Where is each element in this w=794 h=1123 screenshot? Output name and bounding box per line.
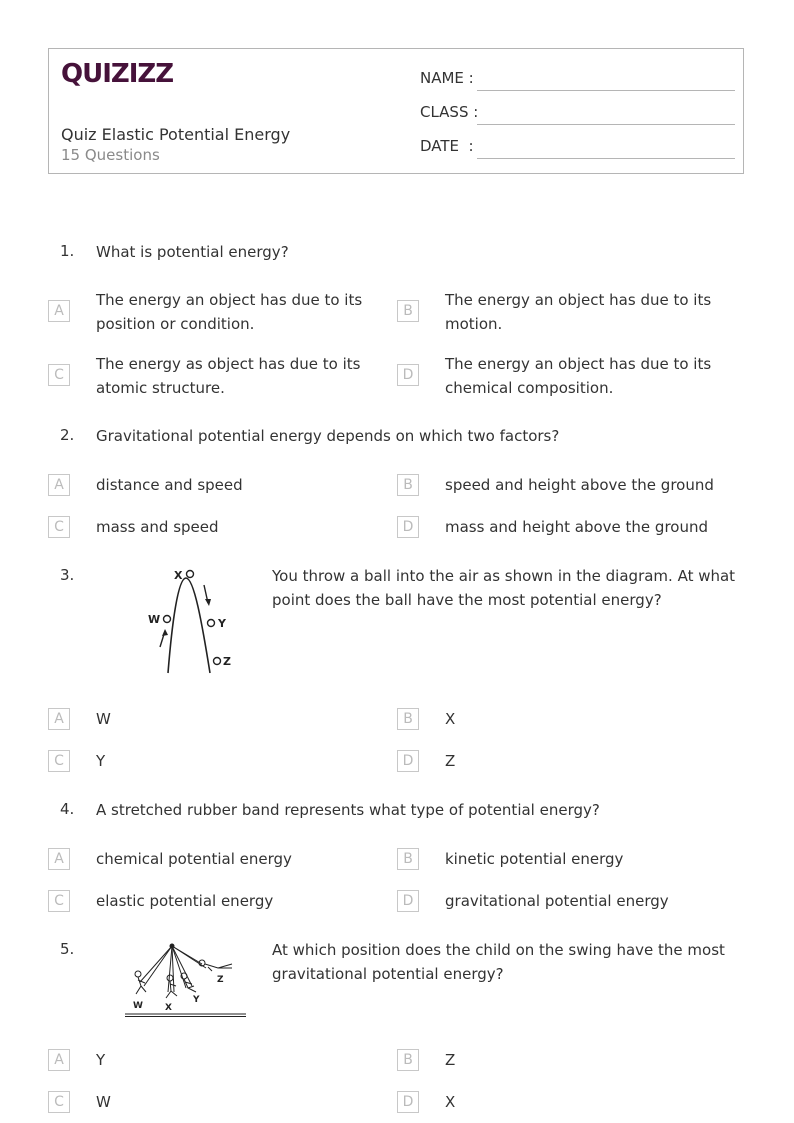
option-b-text: kinetic potential energy [445,850,624,868]
option-a-text: chemical potential energy [96,850,292,868]
option-c-text: elastic potential energy [96,892,274,910]
question-text: At which position does the child on the swing have the most gravitational potential energy? [272,941,725,983]
option-d-box[interactable]: D [397,516,419,538]
label-w: W [148,613,161,626]
option-b-text: X [445,710,456,728]
date-field[interactable] [420,137,735,159]
question-text: What is potential energy? [96,243,289,261]
worksheet-header [48,48,744,174]
question-number: 2. [60,426,75,444]
option-a-text: The energy an object has due to its position or condition. [96,291,363,333]
question-number: 4. [60,800,75,818]
ball-trajectory-diagram [138,563,248,678]
option-c-box[interactable]: C [48,750,70,772]
option-c-box[interactable]: C [48,890,70,912]
label-w: W [133,1001,143,1011]
option-a-text: Y [96,1051,106,1069]
class-label: CLASS : [420,103,479,121]
label-y: Y [193,995,200,1005]
question-count: 15 Questions [61,146,160,164]
class-line[interactable] [477,124,735,125]
date-line[interactable] [477,158,735,159]
question-text: A stretched rubber band represents what type of potential energy? [96,801,600,819]
option-d-text: X [445,1093,456,1111]
question-text: You throw a ball into the air as shown in the diagram. At what point does the ball have the most potential energy? [272,567,736,609]
option-a-box[interactable]: A [48,848,70,870]
option-a-box[interactable]: A [48,1049,70,1071]
option-a-box[interactable]: A [48,474,70,496]
option-b-box[interactable]: B [397,1049,419,1071]
option-a-text: distance and speed [96,476,243,494]
swing-diagram [122,940,250,1020]
question-number: 5. [60,940,75,958]
option-c-text: W [96,1093,111,1111]
option-a-text: W [96,710,111,728]
option-d-box[interactable]: D [397,750,419,772]
option-d-box[interactable]: D [397,890,419,912]
option-c-text: The energy as object has due to its atomic structure. [96,355,361,397]
name-field[interactable] [420,69,735,91]
quiz-title: Quiz Elastic Potential Energy [61,125,291,144]
option-d-box[interactable]: D [397,1091,419,1113]
option-b-box[interactable]: B [397,848,419,870]
option-b-text: speed and height above the ground [445,476,714,494]
label-z: Z [223,655,231,668]
option-b-box[interactable]: B [397,300,419,322]
question-number: 1. [60,242,75,260]
quizizz-logo: QUIZIZZ [61,59,174,89]
option-b-box[interactable]: B [397,708,419,730]
option-d-text: mass and height above the ground [445,518,708,536]
label-x: X [174,569,183,582]
option-c-box[interactable]: C [48,516,70,538]
option-c-box[interactable]: C [48,364,70,386]
option-c-box[interactable]: C [48,1091,70,1113]
date-label: DATE : [420,137,474,155]
class-field[interactable] [420,103,735,125]
label-y: Y [218,617,226,630]
name-label: NAME : [420,69,474,87]
option-b-text: Z [445,1051,456,1069]
option-b-box[interactable]: B [397,474,419,496]
question-number: 3. [60,566,75,584]
name-line[interactable] [477,90,735,91]
option-d-box[interactable]: D [397,364,419,386]
option-c-text: mass and speed [96,518,219,536]
option-a-box[interactable]: A [48,300,70,322]
option-d-text: gravitational potential energy [445,892,669,910]
label-z: Z [217,975,224,985]
question-text: Gravitational potential energy depends on which two factors? [96,427,560,445]
label-x: X [165,1003,172,1013]
option-a-box[interactable]: A [48,708,70,730]
option-d-text: Z [445,752,456,770]
option-b-text: The energy an object has due to its motion. [445,291,712,333]
option-c-text: Y [96,752,106,770]
option-d-text: The energy an object has due to its chemical composition. [445,355,712,397]
